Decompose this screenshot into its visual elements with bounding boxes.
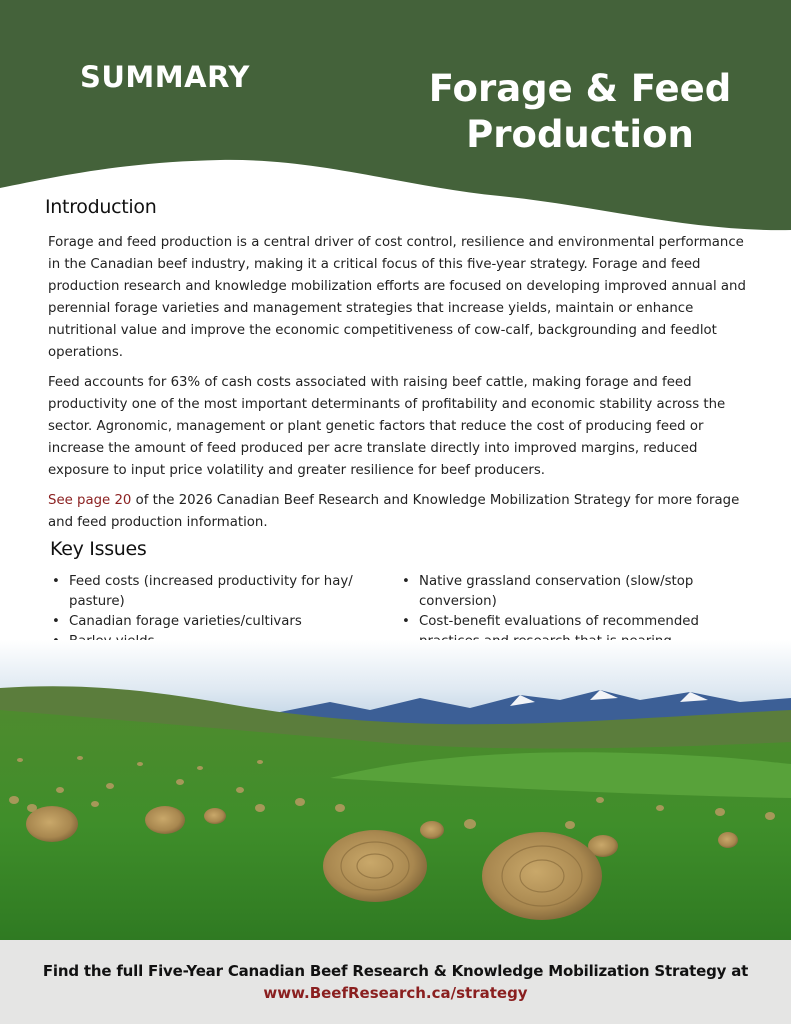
intro-paragraph-2: Feed accounts for 63% of cash costs associated with raising beef cattle, making forage and feed productivity one of the most important determinants of profitability and economic stability across the sector. Agronomic, management or plant genetic factors that reduce the cost of producing feed or increase the amount of feed produced per acre translate directly into improved margins, reduced exposure to input price volatility and greater resilience for beef producers. <box>48 375 726 478</box>
list-item: • Cost-benefit evaluations of recommended <box>400 612 750 672</box>
list-item: • Native grassland conservation (slow/stop conversion) <box>400 572 750 612</box>
hay-bales-field-photo <box>0 640 791 940</box>
list-item: • Canadian forage varieties/cultivars <box>50 612 400 632</box>
summary-label: SUMMARY <box>80 60 250 94</box>
landscape-illustration <box>0 640 791 940</box>
footer-text: Find the full Five-Year Canadian Beef Research & Knowledge Mobilization Strategy at <box>42 962 749 980</box>
key-issues-heading: Key Issues <box>50 538 147 560</box>
footer-url-link[interactable]: www.BeefResearch.ca/strategy <box>263 984 528 1002</box>
list-item: • Feed costs (increased productivity for hay/ pasture) <box>50 572 400 612</box>
see-page-paragraph <box>48 490 748 534</box>
introduction-section <box>45 196 748 542</box>
see-page-text: of the 2026 Canadian Beef Research and Knowledge Mobilization Strategy for more forage and feed production information. <box>48 493 740 530</box>
see-page-link[interactable]: See page 20 <box>48 493 132 508</box>
introduction-heading: Introduction <box>45 196 157 218</box>
intro-paragraph-1: Forage and feed production is a central driver of cost control, resilience and environmental performance in the Canadian beef industry, making it a critical focus of this five-year strategy. Forage and feed production research and knowledge mobilization efforts are focused on developing improved annual and perennial forage varieties and management strategies that increase yields, maintain or enhance nutritional value and improve the economic competitiveness of cow-calf, backgrounding and feedlot operations. <box>48 235 746 360</box>
page-title: Forage & Feed Production <box>428 67 732 156</box>
footer-band <box>0 940 791 1024</box>
